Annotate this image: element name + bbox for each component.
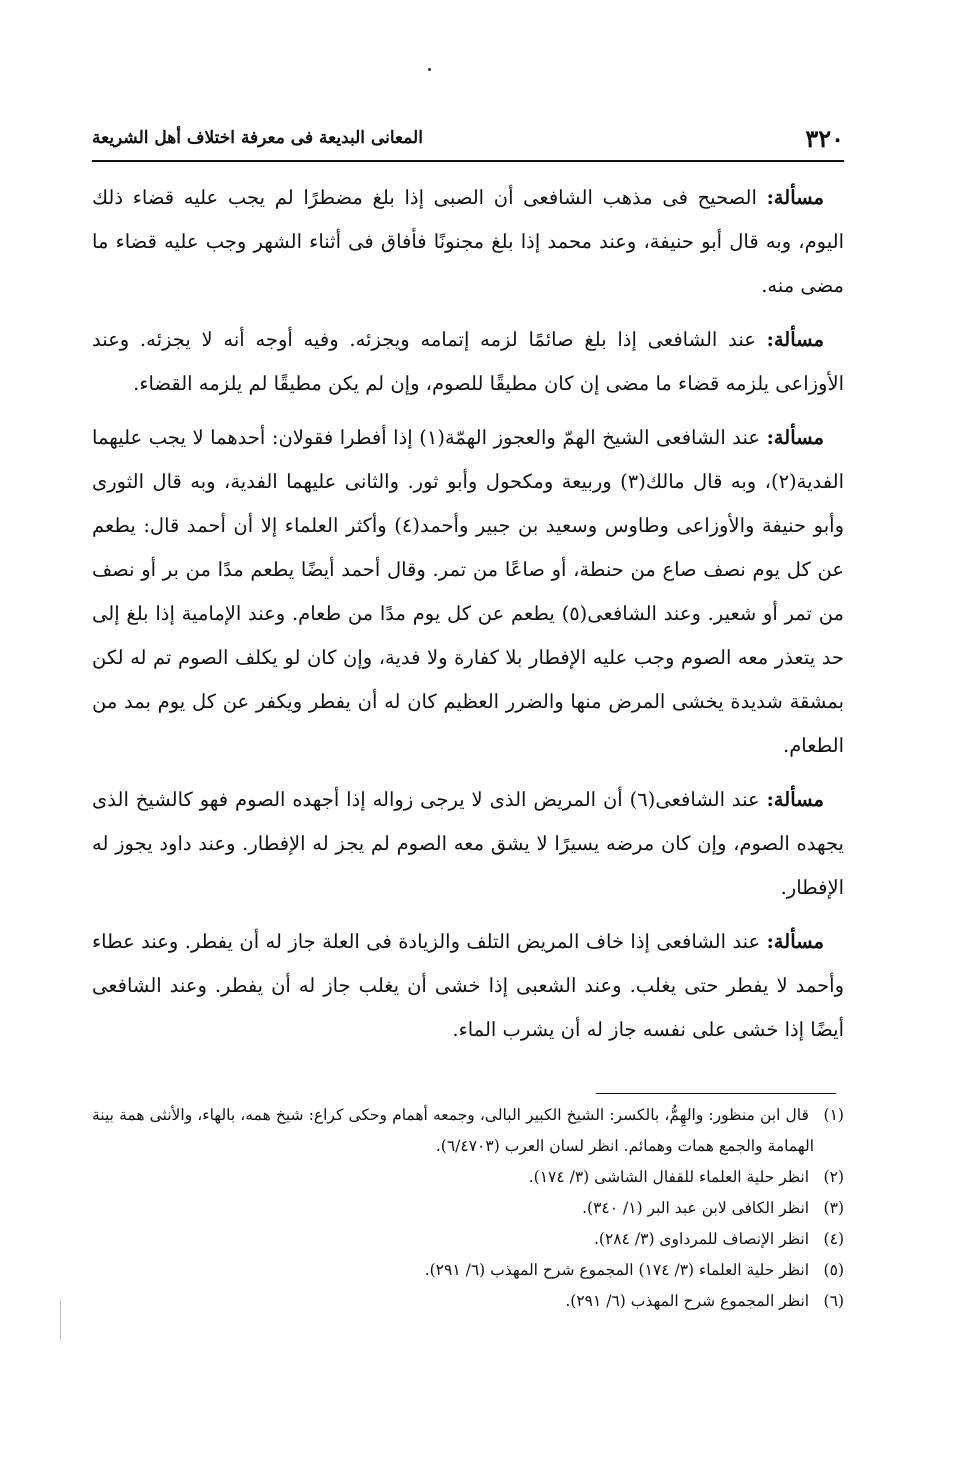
masala-label: مسألة: xyxy=(766,930,824,953)
footnote-number: (٦) xyxy=(823,1292,844,1310)
masala-paragraph xyxy=(92,778,844,910)
masala-paragraph xyxy=(92,318,844,406)
footnote xyxy=(92,1162,844,1193)
footnote-text: انظر حلية العلماء للقفال الشاشى (٣/ ١٧٤). xyxy=(528,1168,810,1186)
ink-speck xyxy=(428,68,431,71)
masala-paragraph xyxy=(92,920,844,1052)
footnote-text: قال ابن منظور: والهِمُّ، بالكسر: الشيخ الكبير البالى، وجمعه أهمام وحكى كراع: شيخ همه، بالهاء، والأنثى همة بينة الهمامة والجمع همات وهمائم. انظر لسان العرب (٦/٤٧٠٣). xyxy=(92,1106,814,1155)
footnote xyxy=(92,1286,844,1317)
masala-label: مسألة: xyxy=(766,426,824,449)
footnote-text: انظر الكافى لابن عبد البر (١/ ٣٤٠). xyxy=(582,1199,810,1217)
masala-text: عند الشافعى إذا بلغ صائمًا لزمه إتمامه ويجزئه. وفيه أوجه أنه لا يجزئه. وعند الأوزاعى يلزمه قضاء ما مضى إن كان مطيقًا للصوم، وإن لم يكن مطيقًا لم يلزمه القضاء. xyxy=(92,328,844,395)
footnote-number: (١) xyxy=(823,1106,844,1124)
main-text xyxy=(92,176,844,1062)
scan-edge-mark xyxy=(60,1300,61,1340)
masala-text: عند الشافعى الشيخ الهمّ والعجوز الهمّة(١) إذا أفطرا فقولان: أحدهما لا يجب عليهما الفدية(٢)، وبه قال مالك(٣) وربيعة ومكحول وأبو ثور. والثانى عليهما الفدية، وبه قال الثورى وأبو حنيفة والأوزاعى وطاوس وسعيد بن جبير وأحمد(٤) وأكثر العلماء إلا أن أحمد قال: يطعم عن كل يوم نصف صاع من حنطة، أو صاعًا من تمر. وقال أحمد أيضًا يطعم مدًا من بر أو نصف من تمر أو شعير. وعند الشافعى(٥) يطعم عن كل يوم مدًا من طعام. وعند الإمامية إذا بلغ إلى حد يتعذر معه الصوم وجب عليه الإفطار بلا كفارة ولا فدية، وإن كان لو يكلف الصوم تم له لكن بمشقة شديدة يخشى المرض منها والضرر العظيم كان له أن يفطر ويكفر عن كل يوم بمد من الطعام. xyxy=(92,426,844,757)
footnote-number: (٤) xyxy=(823,1230,844,1248)
masala-label: مسألة: xyxy=(766,186,824,209)
page-number: ٣٢٠ xyxy=(805,123,844,153)
masala-label: مسألة: xyxy=(766,788,824,811)
masala-paragraph xyxy=(92,416,844,768)
footnote-text: انظر المجموع شرح المهذب (٦/ ٢٩١). xyxy=(565,1292,810,1310)
masala-text: عند الشافعى(٦) أن المريض الذى لا يرجى زواله إذا أجهده الصوم فهو كالشيخ الذى يجهده الصوم، وإن كان مرضه يسيرًا لا يشق معه الصوم لم يجز له الإفطار. وعند داود يجوز له الإفطار. xyxy=(92,788,844,899)
footnote-text: انظر حلية العلماء (٣/ ١٧٤) المجموع شرح المهذب (٦/ ٢٩١). xyxy=(424,1261,810,1279)
header-rule xyxy=(92,160,844,162)
footnote xyxy=(92,1100,844,1162)
masala-paragraph xyxy=(92,176,844,308)
footnote-number: (٥) xyxy=(823,1261,844,1279)
footnote-number: (٣) xyxy=(823,1199,844,1217)
footnote-number: (٢) xyxy=(823,1168,844,1186)
masala-label: مسألة: xyxy=(766,328,825,351)
masala-text: الصحيح فى مذهب الشافعى أن الصبى إذا بلغ مضطرًا لم يجب عليه قضاء ذلك اليوم، وبه قال أبو حنيفة، وعند محمد إذا بلغ مجنونًا فأفاق فى أثناء الشهر وجب عليه قضاء ما مضى منه. xyxy=(92,186,844,297)
masala-text: عند الشافعى إذا خاف المريض التلف والزيادة فى العلة جاز له أن يفطر. وعند عطاء وأحمد لا يفطر حتى يغلب. وعند الشعبى إذا خشى أن يغلب جاز له أن يفطر. وعند الشافعى أيضًا إذا خشى على نفسه جاز له أن يشرب الماء. xyxy=(92,930,844,1041)
footnote xyxy=(92,1193,844,1224)
footnote-separator xyxy=(596,1093,836,1094)
footnote xyxy=(92,1255,844,1286)
footnote xyxy=(92,1224,844,1255)
running-head xyxy=(92,120,844,156)
footnotes xyxy=(92,1100,844,1317)
footnote-text: انظر الإنصاف للمرداوى (٣/ ٢٨٤). xyxy=(594,1230,810,1248)
running-title: المعانى البديعة فى معرفة اختلاف أهل الشريعة xyxy=(92,128,423,148)
